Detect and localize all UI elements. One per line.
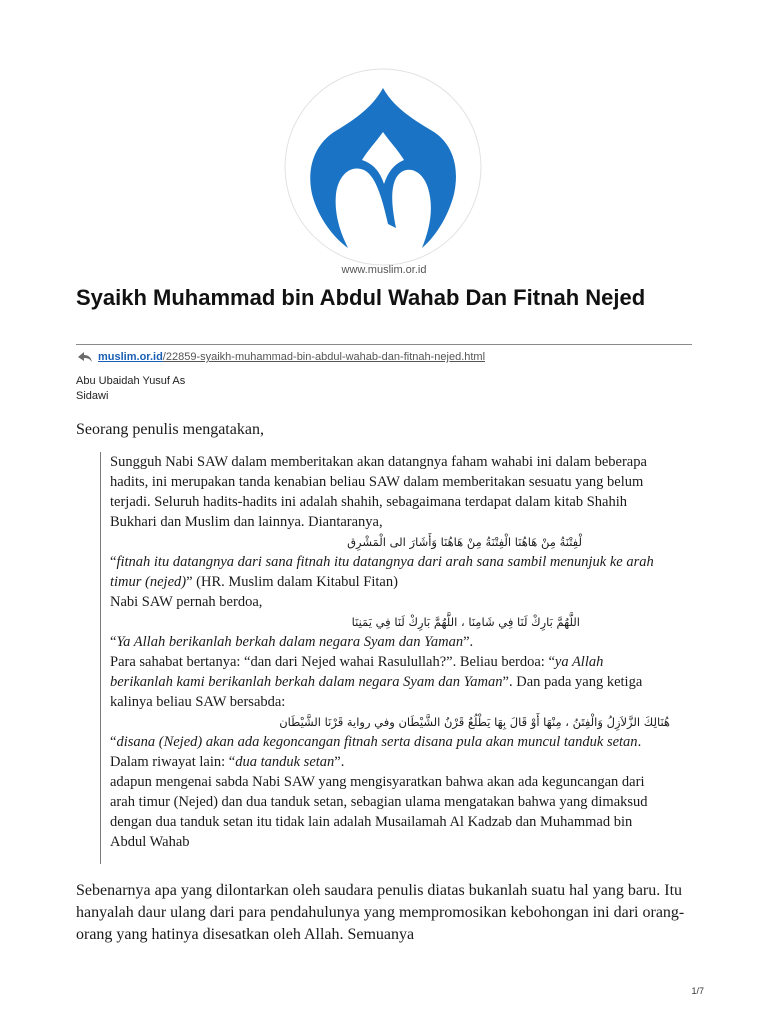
translation-italic: Ya Allah berikanlah berkah dalam negara Syam dan Yaman [116, 634, 464, 650]
author-name-line: Sidawi [76, 390, 109, 402]
quote-mark: “ [110, 554, 117, 570]
quote-text: Para sahabat bertanya: “dan dari Nejed wahai Rasulullah?”. Beliau berdoa: “ [110, 654, 555, 670]
site-caption: www.muslim.or.id [341, 264, 427, 276]
hadith-reference: ” (HR. Muslim dalam Kitabul Fitan) [186, 574, 398, 590]
quote-text: ”. Dan pada yang ketiga kalinya beliau SAW bersabda: [110, 674, 643, 710]
link-chain-icon [76, 350, 94, 364]
quote-translation [110, 732, 662, 772]
quote-paragraph: Nabi SAW pernah berdoa, [110, 594, 263, 610]
site-logo [284, 68, 482, 266]
quote-paragraph: adapun mengenai sabda Nabi SAW yang mengisyaratkan bahwa akan ada keguncangan dari arah timur (Nejed) dan dua tanduk setan, sebagian ulama mengatakan bahwa yang dimaksud dengan dua tanduk setan itu tidak lain adalah Musailamah Al Kadzab dan Muhammad bin Abdul Wahab [110, 774, 648, 850]
arabic-hadith-text: هُنَالِكَ الزَّلاَزِلُ وَالْفِتَنُ ، مِنْهَا أَوْ قَالَ بِهَا يَطْلُعُ قَرْنُ الشَّيْطَان وفي رواية قَرْنَا الشَّيْطَان [279, 715, 670, 729]
translation-italic: dua tanduk setan [235, 754, 335, 770]
quote-paragraph [110, 652, 662, 712]
title-divider [76, 344, 692, 345]
muslim-or-id-logo-icon [284, 68, 482, 266]
author-name-line: Abu Ubaidah Yusuf As [76, 375, 186, 387]
blockquote [100, 452, 670, 864]
intro-paragraph: Seorang penulis mengatakan, [76, 421, 264, 438]
translation-italic: disana (Nejed) akan ada kegoncangan fitnah serta disana pula akan muncul tanduk setan [116, 734, 638, 750]
quote-mark: “ [110, 634, 117, 650]
body-paragraph: Sebenarnya apa yang dilontarkan oleh saudara penulis diatas bukanlah suatu hal yang baru. Itu hanyalah daur ulang dari para pendahulunya yang mempromosikan kebohongan ini dari orang-orang yang hatinya disesatkan oleh Allah. Semuanya [76, 882, 685, 943]
quote-mark: “ [110, 734, 117, 750]
source-link-row[interactable] [76, 348, 485, 366]
quote-close: ”. [463, 634, 474, 650]
article-title: Syaikh Muhammad bin Abdul Wahab Dan Fitnah Nejed [76, 285, 646, 310]
quote-translation [110, 632, 662, 652]
quote-close: ”. [334, 754, 345, 770]
page-indicator: 1/7 [691, 986, 704, 996]
quote-translation [110, 552, 662, 592]
source-path-link[interactable]: /22859-syaikh-muhammad-bin-abdul-wahab-dan-fitnah-nejed.html [162, 351, 486, 363]
arabic-dua-text: اللَّهُمَّ بَارِكْ لَنَا فِي شَامِنَا ، اللَّهُمَّ بَارِكْ لَنَا فِي يَمَنِنَا [351, 615, 580, 629]
translation-italic: ya Allah berikanlah kami berikanlah berkah dalam negara Syam dan Yaman [110, 654, 604, 690]
arabic-hadith-text: لْفِتْنَةُ مِنْ هَاهُنَا الْفِتْنَةُ مِنْ هَاهُنَا وَأَشَارَ الى الْمَشْرِق [347, 535, 582, 549]
translation-italic: fitnah itu datangnya dari sana fitnah itu datangnya dari arah sana sambil menunjuk ke arah timur (nejed) [110, 554, 654, 590]
quote-text: . Dalam riwayat lain: “ [110, 734, 642, 770]
source-domain-link[interactable]: muslim.or.id [98, 351, 163, 363]
author-name [76, 374, 236, 404]
quote-paragraph: Sungguh Nabi SAW dalam memberitakan akan datangnya faham wahabi ini dalam beberapa hadits, ini merupakan tanda kenabian beliau SAW dalam memberitakan sesuatu yang belum terjadi. Seluruh hadits-hadits ini adalah shahih, sebagaimana terdapat dalam kitab Shahih Bukhari dan Muslim dan lainnya. Diantaranya, [110, 454, 647, 530]
